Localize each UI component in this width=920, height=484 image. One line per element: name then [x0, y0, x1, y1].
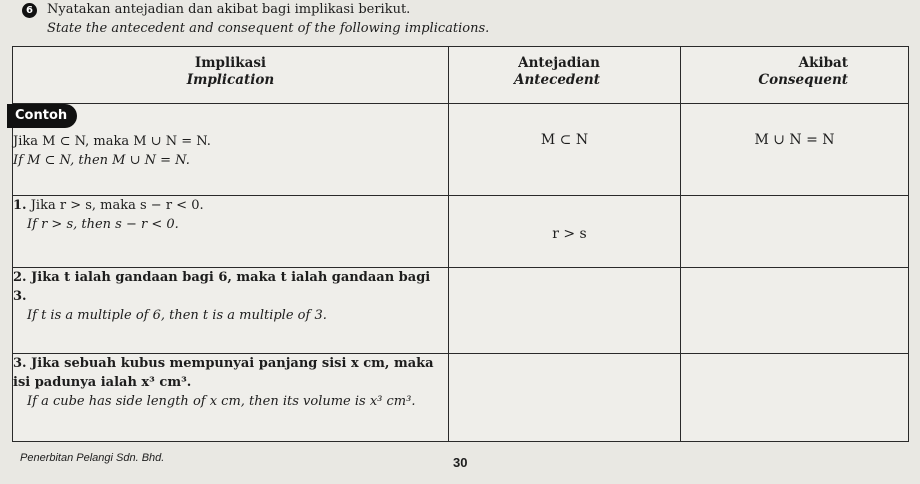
header-consequent-en: Consequent: [758, 72, 848, 88]
table-row: [13, 268, 909, 354]
question-malay-text: Nyatakan antejadian dan akibat bagi implikasi berikut.: [47, 2, 411, 17]
row-3-consequent-cell[interactable]: [681, 354, 909, 442]
example-english: If M ⊂ N, then M ∪ N = N.: [13, 153, 190, 168]
publisher-footer: Penerbitan Pelangi Sdn. Bhd.: [20, 452, 165, 464]
example-implication-cell: [13, 104, 449, 196]
row-2-english: If t is a multiple of 6, then t is a multiple of 3.: [27, 308, 327, 323]
header-antecedent-ms: Antejadian: [518, 55, 600, 71]
row-2-consequent-cell[interactable]: [681, 268, 909, 354]
example-malay: Jika M ⊂ N, maka M ∪ N = N.: [13, 134, 211, 149]
row-3-english: If a cube has side length of x cm, then its volume is x³ cm³.: [27, 394, 416, 409]
row-2-implication-cell: [13, 268, 449, 354]
question-number-badge: 6: [22, 3, 37, 18]
row-1-malay: Jika r > s, maka s − r < 0.: [30, 198, 204, 213]
row-3-implication-cell: [13, 354, 449, 442]
row-3-malay: Jika sebuah kubus mempunyai panjang sisi x cm, maka isi padunya ialah x³ cm³.: [13, 356, 434, 390]
row-1-implication-cell: [13, 196, 449, 268]
header-implication-en: Implication: [186, 72, 275, 88]
header-implication-ms: Implikasi: [194, 55, 267, 71]
row-3-antecedent-cell[interactable]: [449, 354, 681, 442]
header-consequent-ms: Akibat: [798, 55, 848, 71]
question-malay-line: [22, 2, 489, 18]
table-row: [13, 354, 909, 442]
row-2-number: 2.: [13, 270, 27, 285]
example-consequent-cell: M ∪ N = N: [681, 104, 909, 196]
header-implication: [13, 47, 449, 104]
row-1-number: 1.: [13, 198, 27, 213]
row-2-antecedent-cell[interactable]: [449, 268, 681, 354]
table-header-row: [13, 47, 909, 104]
row-1-english: If r > s, then s − r < 0.: [27, 217, 179, 232]
table-row: [13, 196, 909, 268]
header-antecedent-en: Antecedent: [513, 72, 600, 88]
table-row-example: [13, 104, 909, 196]
question-english-text: State the antecedent and consequent of the following implications.: [47, 21, 490, 36]
example-antecedent-cell: M ⊂ N: [449, 104, 681, 196]
header-consequent: [681, 47, 909, 104]
row-3-number: 3.: [13, 356, 27, 371]
implication-table: [12, 46, 909, 442]
row-1-consequent-cell[interactable]: [681, 196, 909, 268]
row-1-antecedent-cell: r > s: [449, 196, 681, 268]
question-header: [22, 2, 489, 36]
example-tag: Contoh: [7, 104, 77, 128]
row-2-malay: Jika t ialah gandaan bagi 6, maka t ialah gandaan bagi 3.: [13, 270, 431, 304]
header-antecedent: [449, 47, 681, 104]
page-number: 30: [453, 455, 468, 470]
